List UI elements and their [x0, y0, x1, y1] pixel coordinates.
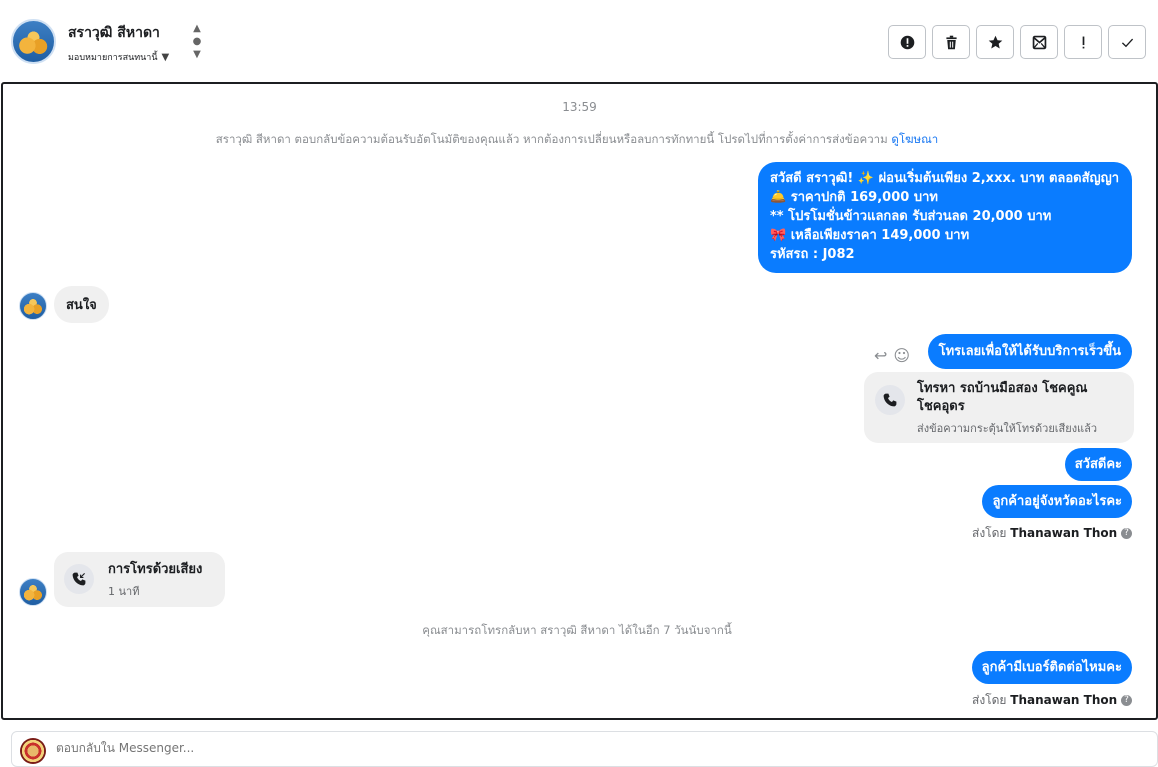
- message-actions: [874, 346, 910, 365]
- spam-button[interactable]: [888, 25, 926, 59]
- sent-by-label: [972, 524, 1132, 543]
- contact-avatar-small: [19, 292, 47, 320]
- mark-unread-button[interactable]: [1020, 25, 1058, 59]
- dot-icon: ●: [192, 36, 202, 47]
- contact-name[interactable]: สราวุฒิ สีหาดา: [68, 25, 160, 41]
- conversation-toolbar: [888, 25, 1146, 59]
- sent-by-prefix: ส่งโดย: [972, 526, 1007, 540]
- welcome-line: 🛎️ ราคาปกติ 169,000 บาท: [770, 190, 938, 205]
- chevron-down-icon: ▼: [161, 51, 170, 63]
- phone-icon: [875, 385, 905, 415]
- system-note: [3, 131, 1151, 149]
- conversation-header: [0, 0, 1158, 82]
- contact-avatar[interactable]: [11, 19, 56, 64]
- welcome-line: รหัสรถ : J082: [770, 247, 855, 262]
- call-card-title: [917, 380, 1087, 416]
- welcome-message-bubble[interactable]: [758, 162, 1132, 273]
- reply-composer[interactable]: [11, 731, 1158, 767]
- call-button-card[interactable]: [864, 372, 1134, 443]
- done-icon: [1119, 34, 1136, 51]
- welcome-line: ** โปรโมชั่นข้าวแลกลด รับส่วนลด 20,000 บาท: [770, 209, 1052, 224]
- important-button[interactable]: [1064, 25, 1102, 59]
- sent-by-prefix: ส่งโดย: [972, 693, 1007, 707]
- delete-button[interactable]: [932, 25, 970, 59]
- callback-note: คุณสามารถโทรกลับหา สราวุฒิ สีหาดา ได้ในอีก 7 วันนับจากนี้: [422, 623, 732, 637]
- call-card-title-line: โทรหา รถบ้านมือสอง โชคคูณ: [917, 381, 1088, 396]
- help-icon[interactable]: ?: [1121, 695, 1132, 706]
- previous-conversation-icon[interactable]: ▲: [193, 23, 201, 34]
- voice-call-title: การโทรด้วยเสียง: [108, 562, 203, 577]
- assign-conversation-dropdown[interactable]: [68, 50, 169, 64]
- important-icon: [1075, 34, 1092, 51]
- outgoing-message-bubble[interactable]: ลูกค้าอยู่จังหวัดอะไรคะ: [982, 485, 1132, 518]
- message-timestamp: 13:59: [562, 100, 597, 114]
- outgoing-message-bubble[interactable]: สวัสดีคะ: [1065, 448, 1132, 481]
- conversation-navigation: [191, 23, 203, 60]
- missed-call-icon: [64, 564, 94, 594]
- emoji-react-icon[interactable]: ☺: [893, 346, 911, 365]
- welcome-line: สวัสดี สราวุฒิ! ✨ ผ่อนเริ่มต้นเพียง 2,xxx. บาท ตลอดสัญญา: [770, 171, 1120, 186]
- sent-by-name: Thanawan Thon: [1010, 693, 1118, 707]
- contact-avatar-small: [19, 578, 47, 606]
- page-avatar: [20, 738, 46, 764]
- done-button[interactable]: [1108, 25, 1146, 59]
- star-button[interactable]: [976, 25, 1014, 59]
- message-thread[interactable]: [1, 82, 1158, 720]
- voice-call-duration: 1 นาที: [108, 585, 140, 598]
- spam-icon: [899, 34, 916, 51]
- welcome-line: 🎀 เหลือเพียงราคา 149,000 บาท: [770, 228, 970, 243]
- reply-icon[interactable]: ↩: [874, 346, 888, 365]
- help-icon[interactable]: ?: [1121, 528, 1132, 539]
- trash-icon: [943, 34, 960, 51]
- voice-call-card[interactable]: [54, 552, 225, 607]
- incoming-message-bubble[interactable]: สนใจ: [54, 286, 109, 323]
- next-conversation-icon[interactable]: ▼: [193, 49, 201, 60]
- system-note-text: สราวุฒิ สีหาดา ตอบกลับข้อความต้อนรับอัตโนมัติของคุณแล้ว หากต้องการเปลี่ยนหรือลบการทักทายนี้ โปรดไปที่การตั้งค่าการส่งข้อความ: [215, 132, 888, 146]
- mark-unread-icon: [1031, 34, 1048, 51]
- star-icon: [987, 34, 1004, 51]
- view-ad-link[interactable]: ดูโฆษณา: [891, 132, 939, 146]
- reply-input[interactable]: [56, 741, 956, 755]
- sent-by-label: [972, 691, 1132, 710]
- assign-label: มอบหมายการสนทนานี้: [68, 53, 158, 63]
- call-prompt-bubble[interactable]: โทรเลยเพื่อให้ได้รับบริการเร็วขึ้น: [928, 334, 1132, 369]
- call-card-subtitle: ส่งข้อความกระตุ้นให้โทรด้วยเสียงแล้ว: [917, 422, 1098, 435]
- call-card-title-line: โชคอุดร: [917, 399, 965, 414]
- outgoing-message-bubble[interactable]: ลูกค้ามีเบอร์ติดต่อไหมคะ: [972, 651, 1132, 684]
- sent-by-name: Thanawan Thon: [1010, 526, 1118, 540]
